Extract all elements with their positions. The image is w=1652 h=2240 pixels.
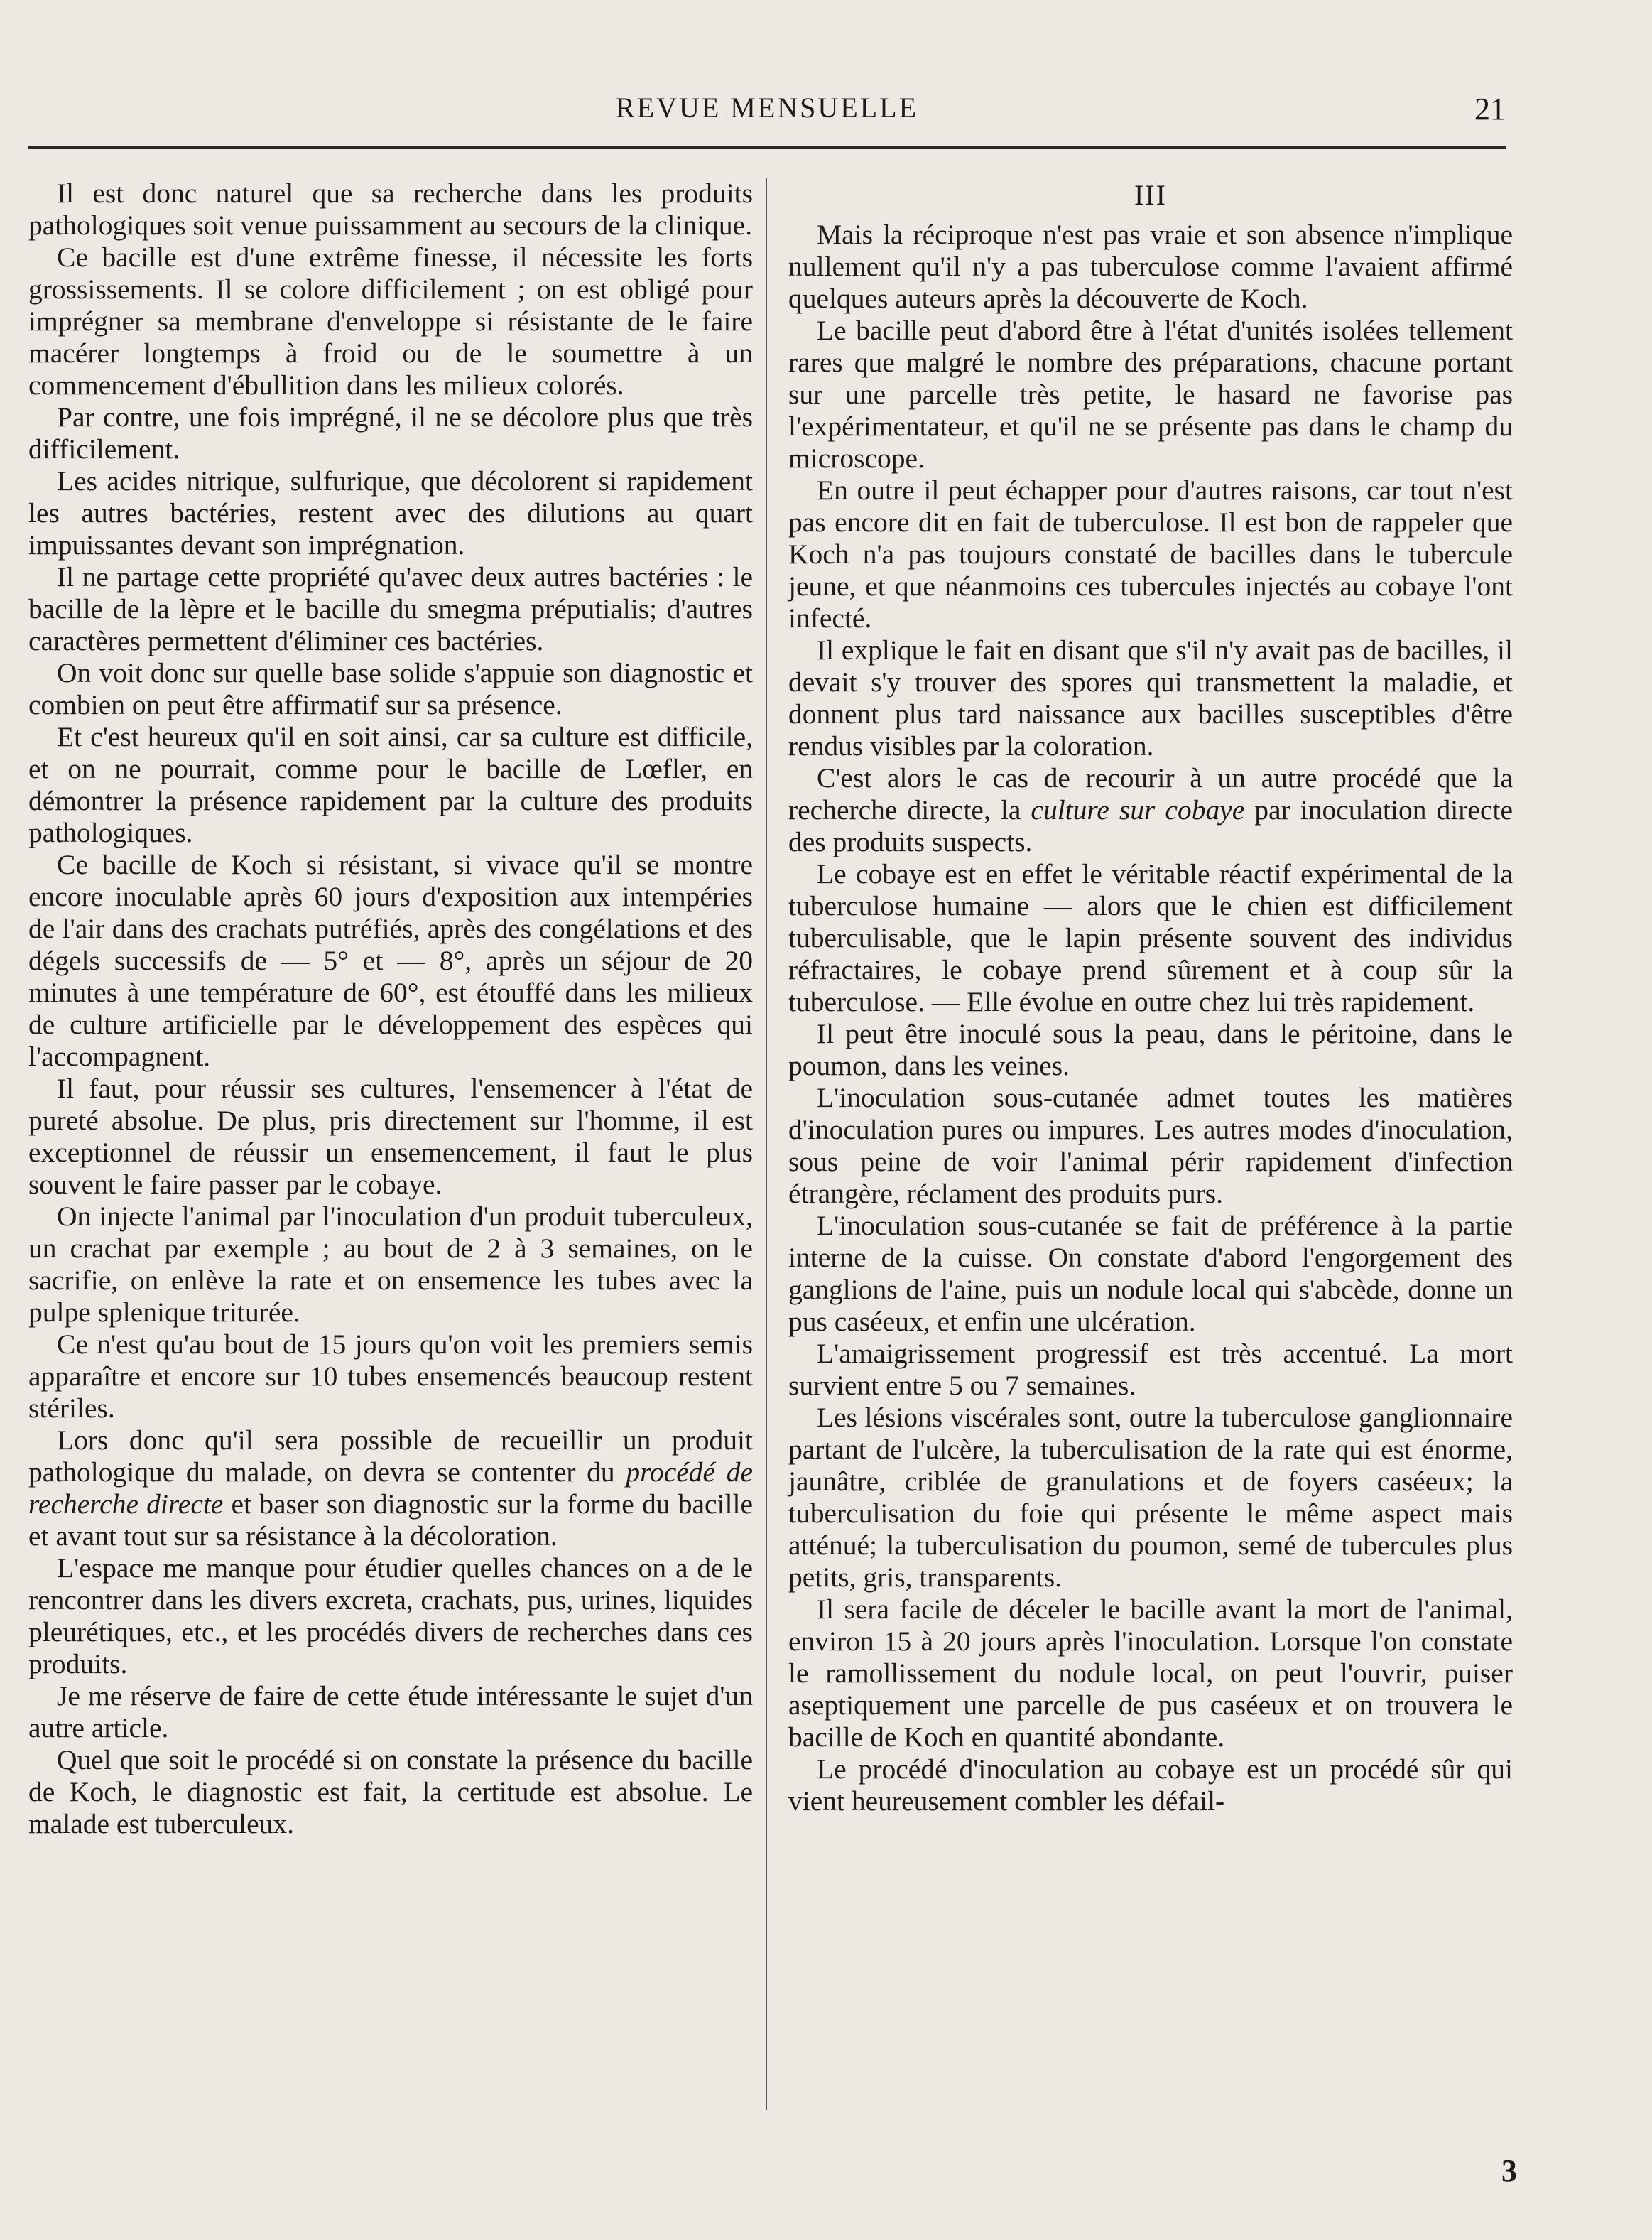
paragraph: L'inoculation sous-cutanée admet toutes les matières d'inoculation pures ou impures. Les autres modes d'inoculation, sous peine de voir l'animal périr rapidement d'infection étrangère, réclament des produits purs. [788,1082,1513,1209]
paragraph: Il ne partage cette propriété qu'avec deux autres bactéries : le bacille de la lèpre et le bacille du smegma préputialis; d'autres caractères permettent d'éliminer ces bactéries. [28,561,753,656]
paragraph: En outre il peut échapper pour d'autres raisons, car tout n'est pas encore dit en fait de tuberculose. Il est bon de rappeler que Koch n'a pas toujours constaté de bacilles dans le tubercule jeune, et que néanmoins ces tubercules injectés au cobaye l'ont infecté. [788,475,1513,634]
paragraph: L'amaigrissement progressif est très accentué. La mort survient entre 5 ou 7 semaines. [788,1338,1513,1401]
paragraph: On voit donc sur quelle base solide s'appuie son diagnostic et combien on peut être affirmatif sur sa présence. [28,657,753,720]
header-rule [28,146,1506,149]
text-run: et baser son diagnostic sur la forme du bacille et avant tout sur sa résistance à la décoloration. [28,1488,753,1552]
section-heading: III [1134,179,1167,211]
page-number: 21 [1474,92,1506,126]
paragraph [28,1424,753,1552]
right-column [788,178,1513,1817]
paragraph: On injecte l'animal par l'inoculation d'un produit tuberculeux, un crachat par exemple ; au bout de 2 à 3 semaines, on le sacrifie, on enlève la rate et on ensemence les tubes avec la pulpe splenique triturée. [28,1201,753,1328]
paragraph: Je me réserve de faire de cette étude intéressante le sujet d'un autre article. [28,1680,753,1743]
column-divider [766,178,767,2110]
page-header [28,91,1506,134]
paragraph [788,762,1513,858]
paragraph: Il faut, pour réussir ses cultures, l'ensemencer à l'état de pureté absolue. De plus, pris directement sur l'homme, il est exceptionnel de réussir un ensemencement, il faut le plus souvent le faire passer par le cobaye. [28,1073,753,1200]
italic-term: procédé de recherche directe [28,1456,753,1520]
paragraph: Par contre, une fois imprégné, il ne se décolore plus que très difficilement. [28,401,753,465]
paragraph: Le cobaye est en effet le véritable réactif expérimental de la tuberculose humaine — alors que le chien est difficilement tuberculisable, que le lapin présente souvent des individus réfractaires, le cobaye prend sûrement et à coup sûr la tuberculose. — Elle évolue en outre chez lui très rapidement. [788,858,1513,1017]
text-run: par inoculation directe des produits suspects. [788,794,1513,857]
paragraph: Mais la réciproque n'est pas vraie et son absence n'implique nullement qu'il n'y a pas tuberculose comme l'avaient affirmé quelques auteurs après la découverte de Koch. [788,219,1513,314]
paragraph: Ce n'est qu'au bout de 15 jours qu'on voit les premiers semis apparaître et encore sur 10 tubes ensemencés beaucoup restent stériles. [28,1329,753,1424]
paragraph: Ce bacille est d'une extrême finesse, il nécessite les forts grossissements. Il se colore difficilement ; on est obligé pour imprégner sa membrane d'enveloppe si résistante de le faire macérer longtemps à froid ou de le soumettre à un commencement d'ébullition dans les milieux colorés. [28,242,753,401]
paragraph: Et c'est heureux qu'il en soit ainsi, car sa culture est difficile, et on ne pourrait, comme pour le bacille de Lœfler, en démontrer la présence rapidement par la culture des produits pathologiques. [28,721,753,848]
paragraph: Il peut être inoculé sous la peau, dans le péritoine, dans le poumon, dans les veines. [788,1018,1513,1081]
paragraph: Le bacille peut d'abord être à l'état d'unités isolées tellement rares que malgré le nombre des préparations, chacune portant sur une parcelle très petite, le hasard ne favorise pas l'expérimentateur, et qu'il ne se présente pas dans le champ du microscope. [788,315,1513,474]
paragraph: Ce bacille de Koch si résistant, si vivace qu'il se montre encore inoculable après 60 jours d'exposition aux intempéries de l'air dans des crachats putréfiés, après des congélations et des dégels successifs de — 5° et — 8°, après un séjour de 20 minutes à une température de 60°, est étouffé dans les milieux de culture artificielle par le développement des espèces qui l'accompagnent. [28,849,753,1072]
paragraph: Les acides nitrique, sulfurique, que décolorent si rapidement les autres bactéries, restent avec des dilutions au quart impuissantes devant son imprégnation. [28,465,753,561]
paragraph: Il est donc naturel que sa recherche dans les produits pathologiques soit venue puissamment au secours de la clinique. [28,178,753,241]
running-title: REVUE MENSUELLE [615,92,919,124]
signature-mark: 3 [1501,2153,1517,2188]
paragraph: L'inoculation sous-cutanée se fait de préférence à la partie interne de la cuisse. On constate d'abord l'engorgement des ganglions de l'aine, puis un nodule local qui s'abcède, donne un pus caséeux, et enfin une ulcération. [788,1210,1513,1337]
paragraph: Il sera facile de déceler le bacille avant la mort de l'animal, environ 15 à 20 jours après l'inoculation. Lorsque l'on constate le ramollissement du nodule local, on peut l'ouvrir, puiser aseptiquement une parcelle de pus caséeux et on trouvera le bacille de Koch en quantité abondante. [788,1594,1513,1753]
paragraph: Quel que soit le procédé si on constate la présence du bacille de Koch, le diagnostic est fait, la certitude est absolue. Le malade est tuberculeux. [28,1744,753,1839]
left-column [28,178,753,1840]
paragraph: L'espace me manque pour étudier quelles chances on a de le rencontrer dans les divers excreta, crachats, pus, urines, liquides pleurétiques, etc., et les procédés divers de recherches dans ces produits. [28,1552,753,1679]
paragraph: Il explique le fait en disant que s'il n'y avait pas de bacilles, il devait s'y trouver des spores qui transmettent la maladie, et donnent plus tard naissance aux bacilles susceptibles d'être rendus visibles par la coloration. [788,634,1513,762]
text-run: Lors donc qu'il sera possible de recueillir un produit pathologique du malade, on devra se contenter du [28,1424,753,1488]
paragraph: Le procédé d'inoculation au cobaye est un procédé sûr qui vient heureusement combler les défail- [788,1753,1513,1817]
paragraph: Les lésions viscérales sont, outre la tuberculose ganglionnaire partant de l'ulcère, la tuberculisation de la rate qui est énorme, jaunâtre, criblée de granulations et de foyers caséeux; la tuberculisation du foie qui présente le même aspect mais atténué; la tuberculisation du poumon, semé de tubercules plus petits, gris, transparents. [788,1402,1513,1593]
italic-term: culture sur cobaye [1031,794,1245,826]
text-run: C'est alors le cas de recourir à un autre procédé que la recherche directe, la [788,762,1513,826]
